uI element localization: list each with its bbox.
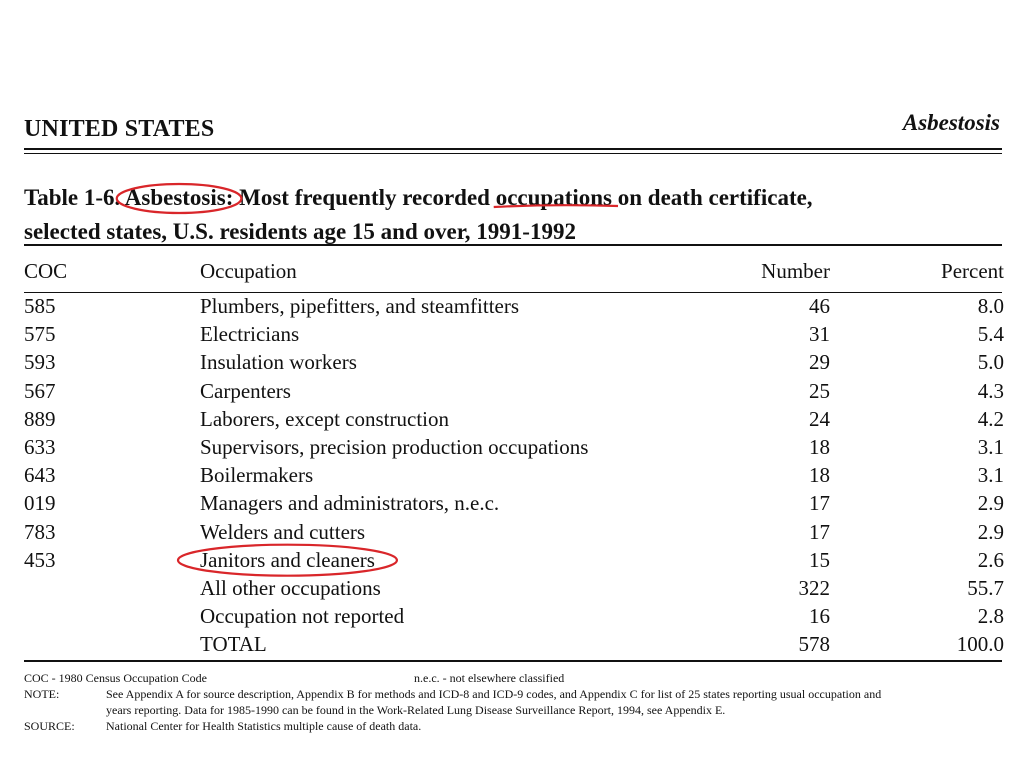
row-coc: 889	[24, 406, 56, 431]
row-occupation: Occupation not reported	[200, 604, 405, 629]
row-occupation: Managers and administrators, n.e.c.	[200, 491, 500, 516]
footnote-note	[24, 686, 1004, 718]
column-header-percent: Percent	[941, 259, 1004, 283]
header-country: UNITED STATES	[24, 116, 215, 142]
row-percent: 2.9	[977, 491, 1004, 516]
table-header-rule	[24, 292, 1002, 293]
row-number: 25	[809, 378, 830, 403]
row-number: 16	[809, 604, 830, 629]
footnote-note-body	[106, 686, 1004, 718]
column-header-coc: COC	[24, 259, 68, 283]
table-row	[0, 379, 1024, 407]
row-percent: 2.6	[977, 547, 1004, 572]
row-coc: 575	[24, 322, 56, 347]
table-row	[0, 548, 1024, 576]
row-number: 24	[809, 406, 830, 431]
row-percent: 4.3	[977, 378, 1004, 403]
footnote-source	[24, 718, 1004, 734]
table-title-line-1	[24, 181, 1004, 215]
footnote-note-label: NOTE:	[24, 687, 60, 701]
table-top-rule	[24, 244, 1002, 246]
row-percent: 3.1	[977, 434, 1004, 459]
row-number: 18	[809, 463, 830, 488]
table-row	[0, 294, 1024, 322]
row-occupation: Plumbers, pipefitters, and steamfitters	[200, 294, 520, 318]
row-percent: 2.9	[977, 519, 1004, 544]
row-number: 17	[809, 491, 830, 516]
footnote-definitions	[24, 670, 1004, 686]
table-row	[0, 604, 1024, 632]
row-number: 15	[809, 547, 830, 572]
table-row	[0, 350, 1024, 378]
table-title-line-2: selected states, U.S. residents age 15 and over, 1991-1992	[24, 219, 576, 244]
row-occupation: Insulation workers	[200, 350, 357, 375]
table-row	[0, 435, 1024, 463]
header-disease: Asbestosis	[902, 110, 1000, 135]
table-row	[0, 463, 1024, 491]
row-coc: 643	[24, 463, 56, 488]
table-body	[0, 294, 1024, 660]
row-occupation: Electricians	[200, 322, 300, 347]
footnotes	[24, 670, 1004, 734]
row-coc: 453	[24, 547, 56, 572]
column-header-number: Number	[761, 259, 830, 283]
table-row	[0, 576, 1024, 604]
row-number: 322	[798, 575, 830, 600]
row-number: 29	[809, 350, 830, 375]
header-rule-thin	[24, 153, 1002, 154]
row-occupation: Boilermakers	[200, 463, 314, 488]
row-percent: 5.4	[977, 322, 1004, 347]
footnote-source-label: SOURCE:	[24, 719, 75, 733]
row-occupation: Carpenters	[200, 378, 291, 403]
row-coc: 783	[24, 519, 56, 544]
row-percent: 2.8	[977, 604, 1004, 629]
row-percent: 100.0	[956, 632, 1004, 657]
row-coc: 585	[24, 294, 56, 318]
row-coc: 567	[24, 378, 56, 403]
row-occupation: Laborers, except construction	[200, 406, 449, 431]
row-coc: 593	[24, 350, 56, 375]
footnote-nec-definition: n.e.c. - not elsewhere classified	[414, 671, 565, 685]
table-row	[0, 407, 1024, 435]
row-occupation: TOTAL	[200, 632, 267, 657]
row-percent: 5.0	[977, 350, 1004, 375]
footnote-note-line-1: See Appendix A for source description, Appendix B for methods and ICD-8 and ICD-9 codes, and Appendix C for list of 25 states reporting usual occupation and	[106, 687, 882, 701]
column-header-occupation: Occupation	[200, 259, 297, 283]
row-number: 46	[809, 294, 830, 318]
row-number: 17	[809, 519, 830, 544]
row-percent: 8.0	[977, 294, 1004, 318]
table-row	[0, 491, 1024, 519]
row-percent: 55.7	[967, 575, 1004, 600]
table-title-disease: Asbestosis:	[124, 185, 234, 210]
row-occupation: Welders and cutters	[200, 519, 366, 544]
table-row	[0, 322, 1024, 350]
row-occupation: Supervisors, precision production occupations	[200, 434, 589, 459]
table-row	[0, 632, 1024, 660]
row-number: 31	[809, 322, 830, 347]
header-rule-thick	[24, 148, 1002, 150]
row-number: 578	[798, 632, 830, 657]
table-row	[0, 520, 1024, 548]
row-occupation: All other occupations	[200, 575, 381, 600]
table-number: Table 1-6.	[24, 185, 121, 210]
row-percent: 3.1	[977, 463, 1004, 488]
row-number: 18	[809, 434, 830, 459]
footnote-source-text: National Center for Health Statistics multiple cause of death data.	[106, 719, 422, 733]
row-percent: 4.2	[977, 406, 1004, 431]
row-coc: 633	[24, 434, 56, 459]
footnote-coc-definition: COC - 1980 Census Occupation Code	[24, 671, 207, 685]
row-coc: 019	[24, 491, 56, 516]
table-title-text-b: on death certificate,	[617, 185, 813, 210]
table-bottom-rule	[24, 660, 1002, 662]
table-title-occupations: occupations	[495, 185, 613, 210]
table-title-text-a: Most frequently recorded	[239, 185, 490, 210]
footnote-note-line-2: years reporting. Data for 1985-1990 can be found in the Work-Related Lung Disease Surveillance Report, 1994, see Appendix E.	[106, 703, 726, 717]
table-title	[24, 181, 1004, 249]
row-occupation: Janitors and cleaners	[200, 547, 375, 572]
